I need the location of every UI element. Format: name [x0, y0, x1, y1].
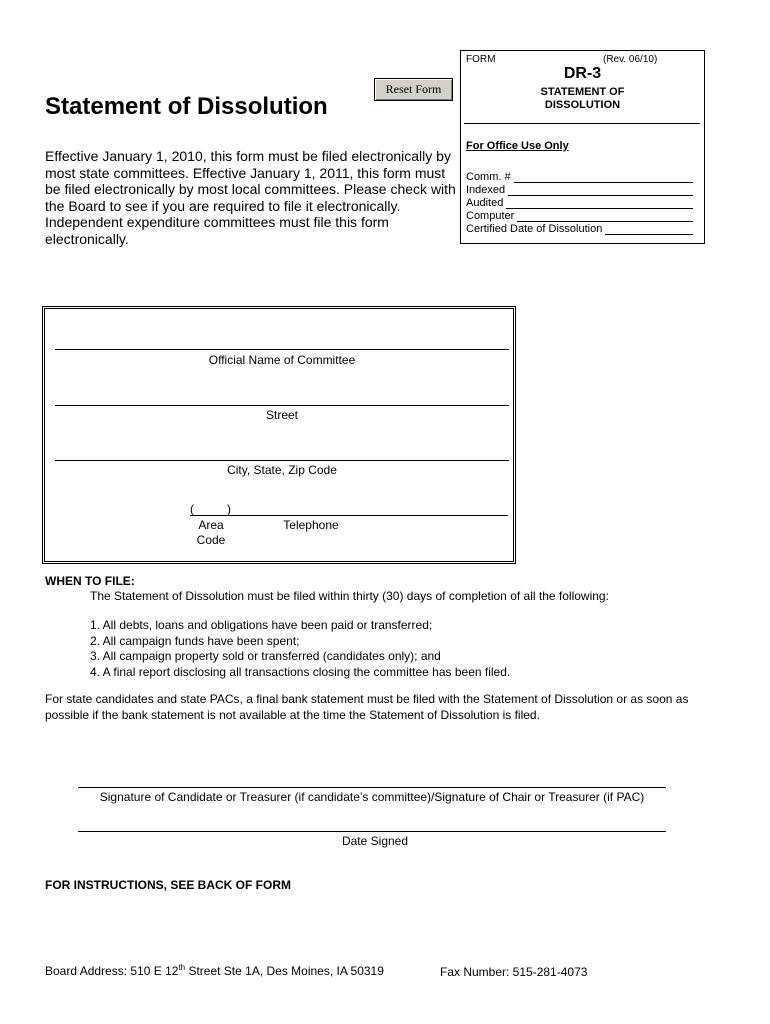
certified-date-field[interactable] [466, 222, 693, 235]
committee-name-label: Official Name of Committee [208, 353, 356, 367]
area-code-open-paren: ( [190, 502, 194, 516]
reset-form-button[interactable]: Reset Form [374, 78, 453, 101]
telephone-label: Telephone [283, 518, 339, 532]
list-item: 3. All campaign property sold or transferred (candidates only); and [90, 649, 441, 663]
office-box-divider [464, 123, 700, 124]
audited-label: Audited [466, 197, 504, 209]
form-subtitle [461, 86, 704, 112]
audited-line [506, 197, 693, 209]
signature-line [78, 787, 666, 788]
comm-number-label: Comm. # [466, 171, 511, 183]
city-state-zip-input[interactable] [57, 440, 511, 460]
city-state-zip-line [55, 460, 509, 461]
date-signed-line [78, 831, 666, 832]
area-code-label-line2: Code [196, 533, 226, 547]
when-to-file-heading: WHEN TO FILE: [45, 574, 135, 588]
committee-info-box [42, 306, 516, 564]
list-item: 1. All debts, loans and obligations have been paid or transferred; [90, 618, 433, 632]
fax-number: Fax Number: 515-281-4073 [440, 965, 588, 979]
street-input[interactable] [57, 385, 511, 405]
area-code-label-line1: Area [198, 518, 224, 532]
list-item: 2. All campaign funds have been spent; [90, 633, 300, 648]
form-revision: (Rev. 06/10) [603, 54, 658, 65]
telephone-line [190, 515, 508, 516]
street-label: Street [265, 408, 298, 422]
address-suffix: Street Ste 1A, Des Moines, IA 50319 [185, 964, 384, 978]
when-to-file-text: The Statement of Dissolution must be filed within thirty (30) days of completion of all the following: [90, 589, 609, 603]
indexed-line [508, 184, 693, 196]
form-subtitle-line2: DISSOLUTION [544, 99, 621, 111]
form-subtitle-line1: STATEMENT OF [540, 86, 625, 98]
indexed-field[interactable] [466, 183, 693, 196]
indexed-label: Indexed [466, 184, 506, 196]
street-line [55, 405, 509, 406]
signature-input[interactable] [80, 768, 668, 788]
requirements-list [90, 618, 510, 680]
computer-field[interactable] [466, 209, 693, 222]
telephone-input[interactable] [240, 500, 509, 516]
form-label: FORM [466, 54, 496, 65]
committee-name-input[interactable] [57, 329, 511, 349]
date-signed-label: Date Signed [341, 834, 409, 848]
instructions-note: FOR INSTRUCTIONS, SEE BACK OF FORM [45, 878, 291, 892]
committee-name-line [55, 349, 509, 350]
board-address [45, 963, 384, 978]
office-use-box [460, 50, 705, 244]
comm-number-line [514, 171, 693, 183]
area-code-close-paren: ) [227, 502, 231, 516]
comm-number-field[interactable] [466, 170, 693, 183]
page-title: Statement of Dissolution [45, 93, 328, 120]
city-state-zip-label: City, State, Zip Code [227, 463, 337, 477]
intro-paragraph: Effective January 1, 2010, this form must be filed electronically by most state committees. Effective January 1, 2011, this form must be filed electronically by most local committees. Please check with the Board to see if you are required to file it electronically. Independent expenditure committees must file this form electronically. [45, 148, 456, 247]
date-signed-input[interactable] [80, 812, 668, 832]
bank-statement-note: For state candidates and state PACs, a final bank statement must be filed with the Statement of Dissolution or as soon as possible if the bank statement is not available at the time the Statement of Dissolution is filed. [45, 692, 689, 722]
form-code: DR-3 [563, 65, 602, 82]
certified-date-label: Certified Date of Dissolution [466, 223, 603, 235]
office-use-heading: For Office Use Only [466, 140, 569, 152]
computer-label: Computer [466, 210, 515, 222]
address-prefix: Board Address: 510 E 12 [45, 964, 179, 978]
address-ordinal: th [178, 963, 186, 972]
computer-line [517, 210, 693, 222]
area-code-label [185, 518, 237, 548]
list-item: 4. A final report disclosing all transactions closing the committee has been filed. [90, 664, 511, 679]
audited-field[interactable] [466, 196, 693, 209]
certified-date-line [605, 223, 693, 235]
signature-label: Signature of Candidate or Treasurer (if candidate’s committee)/Signature of Chair or Treasurer (if PAC) [99, 790, 645, 804]
